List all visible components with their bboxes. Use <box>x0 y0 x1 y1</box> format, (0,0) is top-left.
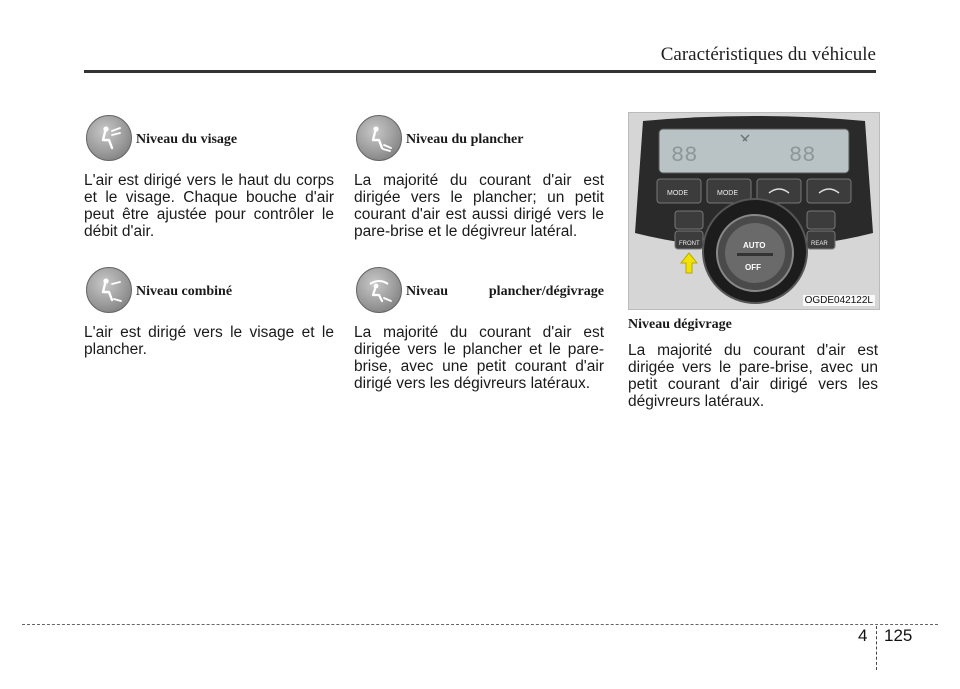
plancher-heading-row <box>354 112 604 164</box>
page-number: 125 <box>884 626 913 645</box>
climate-panel-drawing <box>629 113 879 309</box>
combine-heading: Niveau combiné <box>136 284 233 299</box>
chapter-number: 4 <box>858 626 868 645</box>
degivrage-text: La majorité du courant d'air est dirigée vers le pare-brise, avec un petit courant d'air dirigé vers les dégivreurs latéraux. <box>628 342 878 410</box>
section-header-title: Caractéristiques du véhicule <box>660 44 876 65</box>
combine-heading-row <box>84 264 334 316</box>
auto-label: AUTO <box>743 241 766 250</box>
display-right-digits: 88 <box>789 143 816 168</box>
column-2 <box>354 112 604 392</box>
floor-defrost-vent-icon <box>356 267 402 313</box>
figure-code: OGDE042122L <box>804 295 873 306</box>
floor-vent-icon <box>356 115 402 161</box>
visage-text: L'air est dirigé vers le haut du corps et le visage. Chaque bouche d'air peut être ajustée pour contrôler le débit d'air. <box>84 172 334 240</box>
plancher-heading: Niveau du plancher <box>406 132 524 147</box>
combine-block <box>84 264 334 358</box>
column-1 <box>84 112 334 358</box>
page-number-separator <box>876 626 877 670</box>
front-label: FRONT <box>679 241 700 247</box>
plancher-degivrage-heading-part2: plancher/dégivrage <box>488 284 604 299</box>
bi-level-vent-icon <box>86 267 132 313</box>
plancher-degivrage-heading-part1: Niveau <box>406 284 448 299</box>
footer-rule <box>22 624 938 625</box>
plancher-degivrage-block <box>354 264 604 392</box>
display-left-digits: 88 <box>671 143 698 168</box>
face-vent-icon <box>86 115 132 161</box>
rear-label: REAR <box>811 241 828 247</box>
degivrage-heading: Niveau dégivrage <box>628 317 732 332</box>
header-rule <box>84 70 876 73</box>
off-label: OFF <box>745 263 761 272</box>
visage-heading: Niveau du visage <box>136 132 238 147</box>
mode-right-label: MODE <box>717 190 738 197</box>
plancher-degivrage-heading-row <box>354 264 604 316</box>
mode-left-label: MODE <box>667 190 688 197</box>
combine-text: L'air est dirigé vers le visage et le plancher. <box>84 324 334 358</box>
plancher-degivrage-text: La majorité du courant d'air est dirigée vers le plancher et le pare-brise, avec une petit courant d'air dirigé vers les dégivreurs latéraux. <box>354 324 604 392</box>
plancher-text: La majorité du courant d'air est dirigée vers le plancher; un petit courant d'air est aussi dirigé vers le pare-brise et le dégivreur latéral. <box>354 172 604 240</box>
visage-heading-row <box>84 112 334 164</box>
climate-control-panel-image <box>628 112 880 310</box>
plancher-degivrage-heading <box>406 284 604 300</box>
